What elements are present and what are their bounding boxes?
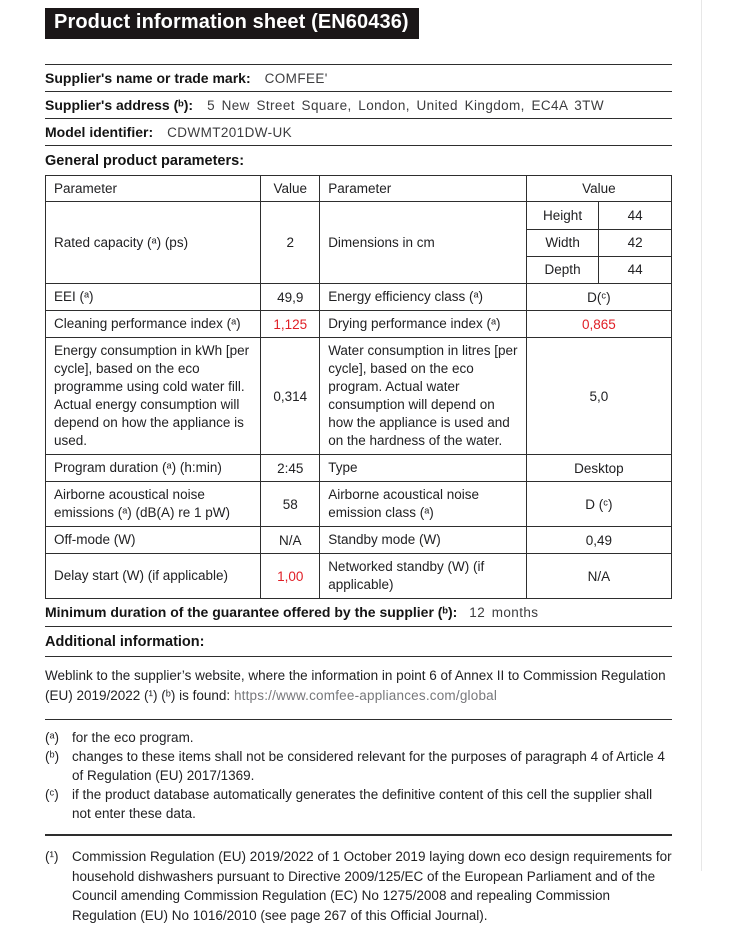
dimension-row (527, 229, 671, 256)
supplier-address-label: Supplier's address (ᵇ): (45, 97, 194, 113)
footnote-1 (45, 847, 672, 925)
weblink-text: Weblink to the supplier’s website, where the information in point 6 of Annex II to Commission Regulation (EU) 2019/2022 (¹) (ᵇ) is found: (45, 668, 666, 703)
value-cell: 58 (261, 482, 320, 527)
guarantee-label: Minimum duration of the guarantee offered by the supplier (ᵇ): (45, 604, 458, 620)
table-row-program-duration (46, 455, 672, 482)
table-row-off-mode (46, 527, 672, 554)
header-value-1: Value (261, 176, 320, 202)
general-parameters-table (45, 175, 672, 599)
param-cell: Off-mode (W) (46, 527, 261, 554)
dimension-value: 44 (599, 256, 671, 283)
page-title: Product information sheet (EN60436) (45, 8, 419, 39)
param-cell: Energy efficiency class (ᵃ) (320, 284, 527, 311)
supplier-name-label: Supplier's name or trade mark: (45, 70, 251, 86)
supplier-info-block (45, 64, 672, 146)
supplier-name-value: COMFEE' (264, 71, 328, 86)
value-cell: 2:45 (261, 455, 320, 482)
value-cell: 49,9 (261, 284, 320, 311)
supplier-address-value: 5 New Street Square, London, United Kingdom, EC4A 3TW (207, 98, 604, 113)
value-cell: 0,49 (526, 527, 671, 554)
table-row-cleaning-index (46, 311, 672, 338)
dimension-row (527, 202, 671, 229)
footnote-text: for the eco program. (72, 730, 194, 745)
dimension-value: 44 (627, 207, 643, 223)
table-header-row (46, 176, 672, 202)
guarantee-value: 12 months (469, 605, 539, 620)
dimensions-cell (526, 202, 671, 284)
param-cell: Standby mode (W) (320, 527, 527, 554)
value-cell: 2 (261, 202, 320, 284)
param-cell: Energy consumption in kWh [per cycle], based on the eco programme using cold water fill. Actual energy consumption will depend on how the appliance is used. (46, 338, 261, 455)
param-cell: EEI (ᵃ) (46, 284, 261, 311)
value-cell: N/A (526, 554, 671, 599)
footnote-c (45, 785, 672, 823)
param-cell: Airborne acoustical noise emissions (ᵃ) (dB(A) re 1 pW) (46, 482, 261, 527)
dimension-name: Width (527, 229, 599, 256)
param-cell: Drying performance index (ᵃ) (320, 311, 527, 338)
table-row-rated-capacity (46, 202, 672, 284)
dimension-value: 42 (599, 229, 671, 256)
footnote-text: changes to these items shall not be considered relevant for the purposes of paragraph 4 of Article 4 of Regulation (EU) 2017/1369. (72, 749, 665, 783)
value-cell: N/A (261, 527, 320, 554)
footnote-marker: (ᵃ) (45, 730, 60, 745)
table-row-energy-consumption (46, 338, 672, 455)
supplier-name-row (45, 64, 672, 91)
value-cell: 0,314 (261, 338, 320, 455)
value-cell: 5,0 (526, 338, 671, 455)
dimension-name: Height (527, 202, 599, 229)
model-identifier-row (45, 118, 672, 145)
weblink-paragraph (45, 657, 672, 720)
footnote-marker: (¹) (45, 849, 59, 864)
dimension-name: Depth (527, 256, 599, 283)
supplier-address-row (45, 91, 672, 118)
footnotes-block (45, 720, 672, 836)
model-identifier-label: Model identifier: (45, 124, 154, 140)
footnote-text: Commission Regulation (EU) 2019/2022 of 1 October 2019 laying down eco design requirements for household dishwashers pursuant to Directive 2009/125/EC of the European Parliament and of the Council amending Commission Regulation (EC) No 1275/2008 and repealing Commission Regulation (EU) No 1016/2010 (see page 267 of this Official Journal). (72, 849, 672, 923)
value-cell: 0,865 (526, 311, 671, 338)
param-cell: Type (320, 455, 527, 482)
footnote-text: if the product database automatically generates the definitive content of this cell the supplier shall not enter these data. (72, 787, 653, 821)
footnote-marker: (ᶜ) (45, 787, 59, 802)
param-cell: Delay start (W) (if applicable) (46, 554, 261, 599)
value-cell: 1,125 (261, 311, 320, 338)
param-cell: Dimensions in cm (320, 202, 527, 284)
value-cell: D (ᶜ) (526, 482, 671, 527)
param-cell: Airborne acoustical noise emission class (ᵃ) (320, 482, 527, 527)
general-parameters-heading: General product parameters: (45, 153, 245, 169)
header-parameter-2: Parameter (320, 176, 527, 202)
param-cell: Program duration (ᵃ) (h:min) (46, 455, 261, 482)
value-cell: Desktop (526, 455, 671, 482)
footnote-a (45, 728, 672, 747)
param-cell: Networked standby (W) (if applicable) (320, 554, 527, 599)
header-parameter-1: Parameter (46, 176, 261, 202)
model-identifier-value: CDWMT201DW-UK (167, 125, 293, 140)
param-cell: Water consumption in litres [per cycle], based on the eco program. Actual water consumption will depend on how the appliance is used and on the hardness of the water. (320, 338, 527, 455)
page-edge-divider (701, 0, 702, 871)
param-cell: Rated capacity (ᵃ) (ps) (46, 202, 261, 284)
header-value-2: Value (526, 176, 671, 202)
table-row-acoustical-noise (46, 482, 672, 527)
param-cell: Cleaning performance index (ᵃ) (46, 311, 261, 338)
weblink-url[interactable]: https://www.comfee-appliances.com/global (233, 688, 498, 703)
dimensions-table (527, 202, 671, 283)
guarantee-row (45, 599, 672, 627)
table-row-eei (46, 284, 672, 311)
additional-information-heading: Additional information: (45, 627, 672, 657)
value-cell: 1,00 (261, 554, 320, 599)
dimension-row (527, 256, 671, 283)
footnote-marker: (ᵇ) (45, 749, 60, 764)
table-row-delay-start (46, 554, 672, 599)
footnote-b (45, 747, 672, 785)
value-cell: D(ᶜ) (526, 284, 671, 311)
regulation-note (45, 836, 672, 925)
